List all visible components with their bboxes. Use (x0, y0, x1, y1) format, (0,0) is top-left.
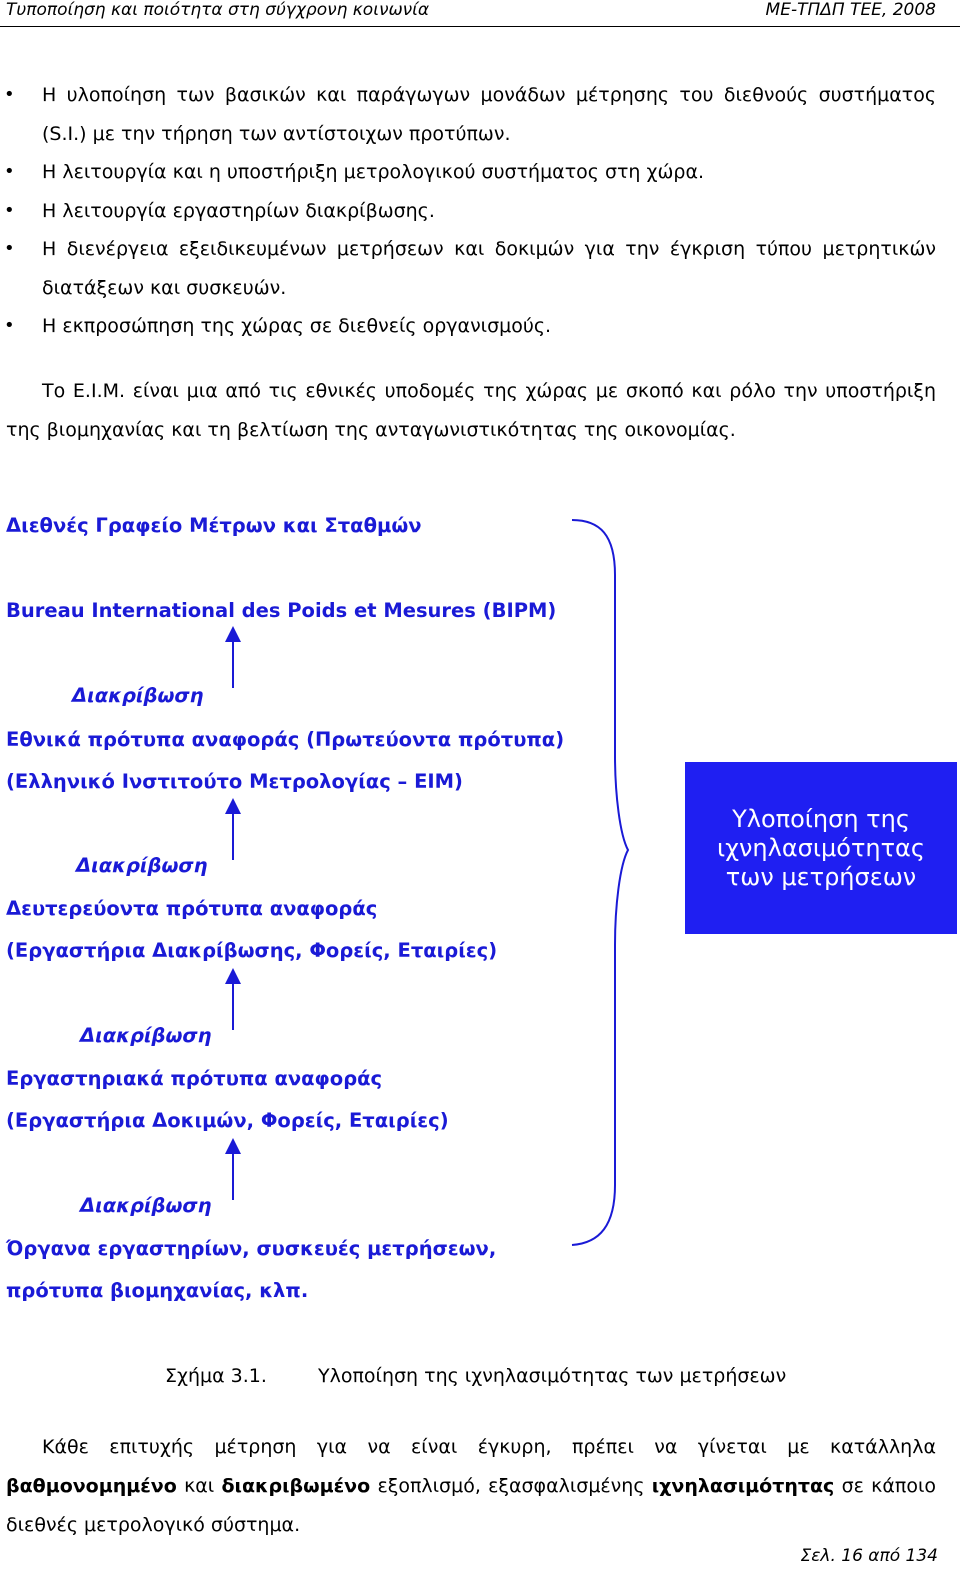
instruments-label: Όργανα εργαστηρίων, συσκευές μετρήσεων, (6, 1237, 497, 1260)
test-labs-label: (Εργαστήρια Δοκιμών, Φορείς, Εταιρίες) (6, 1109, 449, 1132)
bold-term: βαθμονομημένο (6, 1475, 177, 1497)
arrow-shaft (232, 812, 234, 860)
figure-number: Σχήμα 3.1. (165, 1365, 267, 1387)
page-header (0, 0, 960, 27)
bipm-french-label: Bureau International des Poids et Mesures (BIPM) (6, 599, 557, 622)
list-item: • Η λειτουργία εργαστηρίων διακρίβωσης. (0, 192, 960, 231)
paragraph-eim: Το Ε.Ι.Μ. είναι μια από τις εθνικές υποδομές της χώρας με σκοπό και ρόλο την υποστήριξη της βιομηχανίας και τη βελτίωση της ανταγωνιστικότητας της οικονομίας. (6, 380, 936, 441)
national-standards-label: Εθνικά πρότυπα αναφοράς (Πρωτεύοντα πρότυπα) (6, 728, 565, 751)
eim-label: (Ελληνικό Ινστιτούτο Μετρολογίας – ΕΙΜ) (6, 770, 463, 793)
calibration-label: Διακρίβωση (72, 684, 204, 707)
page-number: Σελ. 16 από 134 (800, 1546, 938, 1566)
text-segment: εξοπλισμό, εξασφαλισμένης (370, 1475, 652, 1497)
calibration-labs-label: (Εργαστήρια Διακρίβωσης, Φορείς, Εταιρίες) (6, 939, 498, 962)
traceability-box (685, 762, 957, 934)
list-item: • Η λειτουργία και η υποστήριξη μετρολογικού συστήματος στη χώρα. (0, 153, 960, 192)
arrow-shaft (232, 982, 234, 1030)
list-item: • Η εκπροσώπηση της χώρας σε διεθνείς οργανισμούς. (0, 307, 960, 346)
figure-caption: Υλοποίηση της ιχνηλασιμότητας των μετρήσεων (318, 1365, 787, 1387)
secondary-standards-label: Δευτερεύοντα πρότυπα αναφοράς (6, 897, 378, 920)
lab-standards-label: Εργαστηριακά πρότυπα αναφοράς (6, 1067, 383, 1090)
calibration-label: Διακρίβωση (80, 1024, 212, 1047)
list-item: • Η διενέργεια εξειδικευμένων μετρήσεων και δοκιμών για την έγκριση τύπου μετρητικών διατάξεων και συσκευών. (0, 230, 960, 307)
text-segment: σε κάποιο διεθνές μετρολογικό σύστημα. (6, 1475, 937, 1536)
calibration-label: Διακρίβωση (80, 1194, 212, 1217)
calibration-label: Διακρίβωση (76, 854, 208, 877)
bipm-greek-label: Διεθνές Γραφείο Μέτρων και Σταθμών (6, 514, 422, 537)
header-publisher: ΜΕ-ΤΠΔΠ ΤΕΕ, 2008 (765, 0, 936, 20)
traceability-box-text: Υλοποίηση της ιχνηλασιμότητας των μετρήσεων (717, 804, 925, 891)
arrow-shaft (232, 1152, 234, 1200)
bold-term: ιχνηλασιμότητας (651, 1475, 835, 1497)
brace-icon (570, 515, 630, 1250)
arrow-shaft (232, 640, 234, 688)
bold-term: διακριβωμένο (221, 1475, 371, 1497)
list-item: • Η υλοποίηση των βασικών και παράγωγων μονάδων μέτρησης του διεθνούς συστήματος (S.I.) με την τήρηση των αντίστοιχων προτύπων. (0, 76, 960, 153)
header-title: Τυποποίηση και ποιότητα στη σύγχρονη κοινωνία (6, 0, 430, 20)
paragraph-measurement (6, 1428, 936, 1545)
text-segment: και (176, 1475, 222, 1497)
text-segment: Κάθε επιτυχής μέτρηση για να είναι έγκυρη, πρέπει να γίνεται με κατάλληλα (42, 1436, 936, 1458)
bullet-list (0, 76, 960, 346)
industry-standards-label: πρότυπα βιομηχανίας, κλπ. (6, 1279, 309, 1302)
